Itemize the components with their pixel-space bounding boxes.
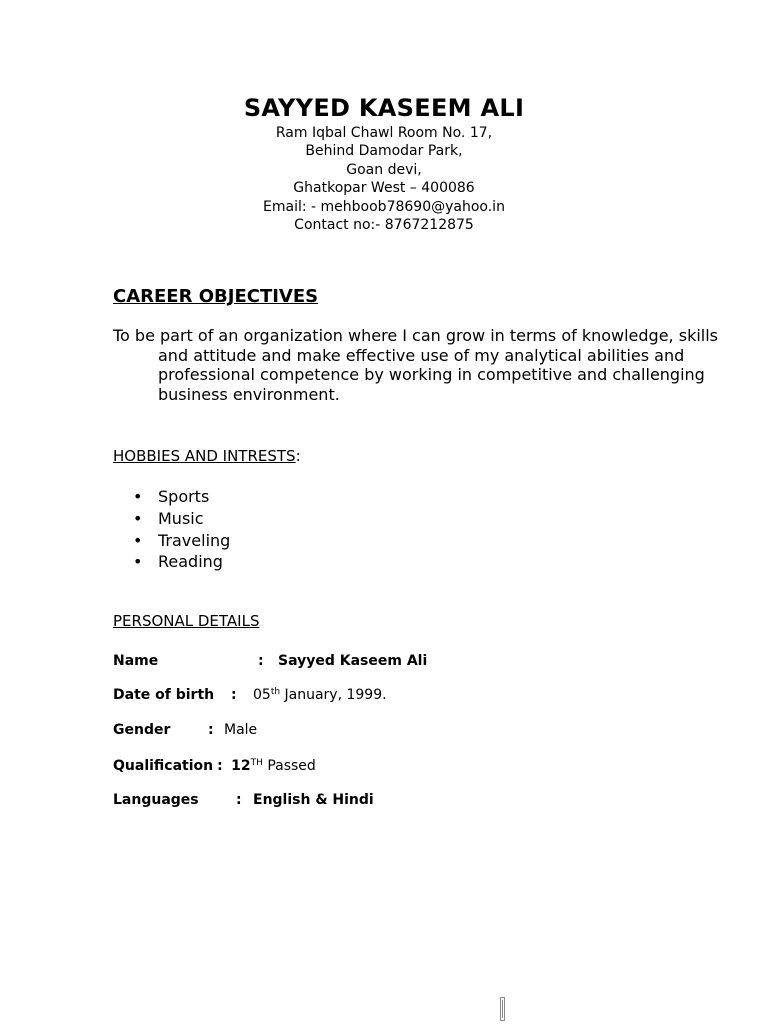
- list-item: [113, 530, 230, 552]
- bullet-icon: •: [133, 487, 143, 506]
- detail-label-gender: Gender: [113, 722, 171, 738]
- detail-value-name: Sayyed Kaseem Ali: [278, 653, 428, 669]
- hobbies-heading-colon: :: [295, 447, 301, 465]
- bullet-icon: •: [133, 508, 143, 528]
- detail-value-qualification: [231, 757, 316, 775]
- text-cursor-icon: [500, 997, 505, 1021]
- detail-colon: :: [231, 687, 237, 703]
- hobby-label: Traveling: [158, 530, 231, 550]
- detail-label-languages: Languages: [113, 792, 199, 808]
- detail-row-languages: [113, 791, 374, 809]
- detail-colon: :: [217, 758, 223, 774]
- personal-details-heading: PERSONAL DETAILS: [113, 612, 260, 630]
- detail-value-dob: [253, 686, 387, 704]
- hobbies-heading-text: HOBBIES AND INTRESTS: [113, 447, 296, 465]
- address-line-2: Behind Damodar Park,: [305, 143, 463, 160]
- bullet-icon: •: [133, 530, 143, 550]
- email-line: Email: - mehboob78690@yahoo.in: [263, 198, 505, 215]
- detail-label-name: Name: [113, 653, 159, 669]
- qualification-grade-suffix: TH: [250, 758, 263, 768]
- hobby-label: Sports: [158, 487, 210, 506]
- hobbies-list: [113, 486, 230, 573]
- list-item: [113, 551, 230, 573]
- detail-row-name: [113, 652, 427, 670]
- bullet-icon: •: [133, 552, 143, 572]
- dob-day-suffix: th: [270, 687, 281, 697]
- address-line-3: Goan devi,: [346, 161, 422, 178]
- list-item: [113, 508, 230, 530]
- detail-colon: :: [258, 653, 264, 669]
- hobby-label: Music: [158, 508, 204, 528]
- detail-colon: :: [208, 722, 214, 738]
- career-objectives-heading: CAREER OBJECTIVES: [113, 286, 319, 307]
- hobbies-heading: [113, 446, 301, 466]
- qualification-status: Passed: [262, 758, 316, 774]
- detail-value-gender: Male: [224, 722, 258, 738]
- detail-row-dob: [113, 686, 387, 704]
- detail-value-languages: English & Hindi: [253, 792, 374, 808]
- qualification-grade: 12: [231, 758, 251, 774]
- address-line-1: Ram Iqbal Chawl Room No. 17,: [275, 125, 493, 141]
- detail-row-qualification: [113, 757, 316, 775]
- detail-label-dob: Date of birth: [113, 687, 215, 703]
- detail-colon: :: [236, 792, 242, 808]
- career-objective-text: To be part of an organization where I can grow in terms of knowledge, skills and attitude and make effective use of my analytical abilities and professional competence by working in competitive and challenging business environment.: [113, 326, 718, 404]
- resume-header: [0, 92, 768, 234]
- hobby-label: Reading: [158, 552, 223, 572]
- list-item: [113, 486, 230, 508]
- detail-label-qualification: Qualification: [113, 758, 214, 774]
- dob-day: 05: [253, 687, 271, 703]
- dob-month-year: January, 1999.: [280, 687, 387, 703]
- contact-line: Contact no:- 8767212875: [294, 217, 474, 234]
- applicant-name: SAYYED KASEEM ALI: [243, 94, 525, 122]
- detail-row-gender: [113, 721, 257, 739]
- address-line-4: Ghatkopar West – 400086: [293, 180, 475, 197]
